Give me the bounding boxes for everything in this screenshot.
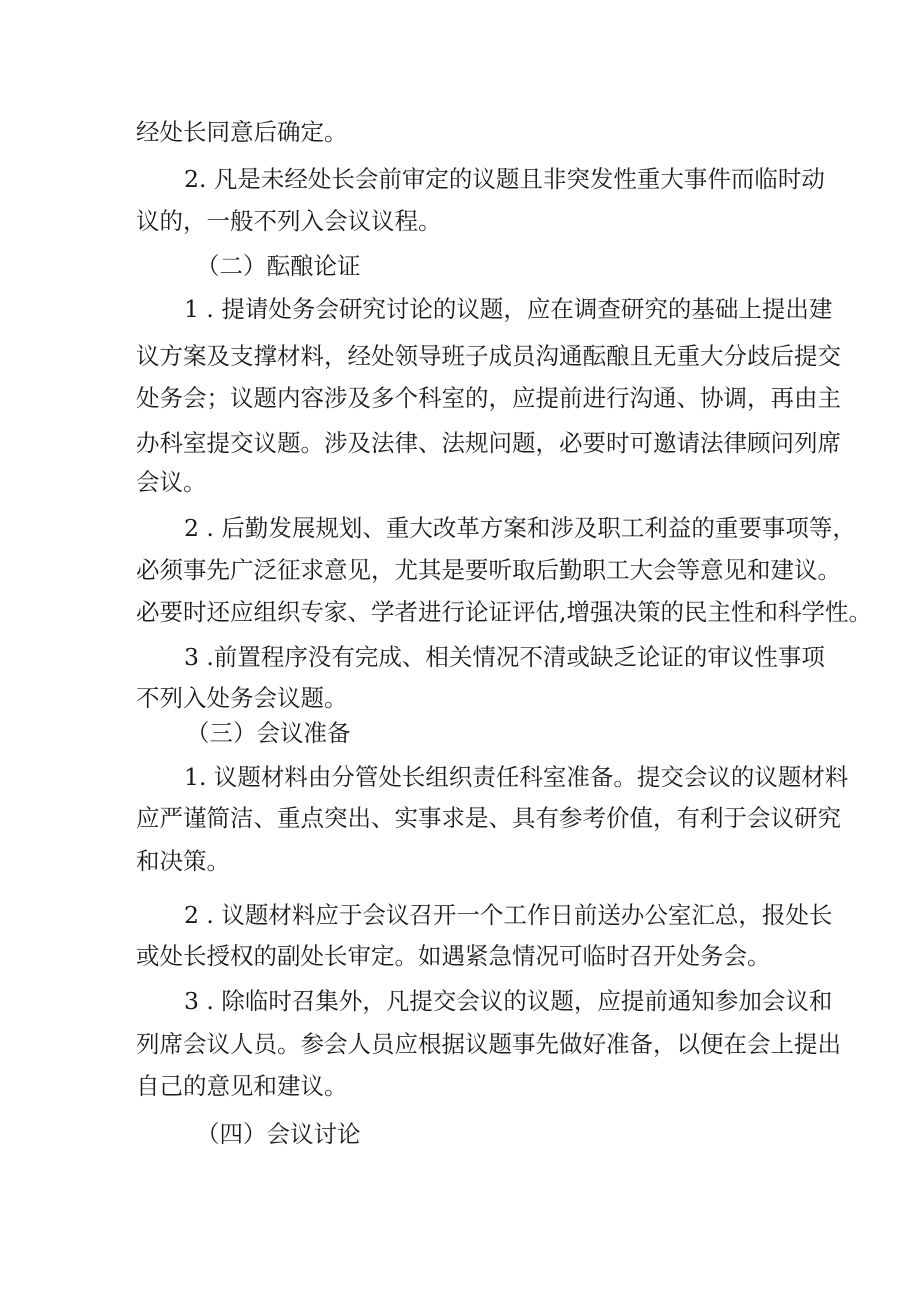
paragraph-line: 处务会；议题内容涉及多个科室的，应提前进行沟通、协调，再由主 <box>136 384 841 412</box>
section-heading: （二）酝酿论证 <box>196 252 361 280</box>
paragraph-line: 议的，一般不列入会议议程。 <box>136 207 442 235</box>
paragraph-line: 会议。 <box>136 468 207 496</box>
paragraph-line: 列席会议人员。参会人员应根据议题事先做好准备，以便在会上提出 <box>136 1030 841 1058</box>
paragraph-line: 3 .前置程序没有完成、相关情况不清或缺乏论证的审议性事项 <box>184 643 825 671</box>
paragraph-line: 议方案及支撑材料，经处领导班子成员沟通酝酿且无重大分歧后提交 <box>136 342 841 370</box>
paragraph-line: 必要时还应组织专家、学者进行论证评估,增强决策的民主性和科学性。 <box>136 598 872 626</box>
paragraph-line: 经处长同意后确定。 <box>136 118 348 146</box>
paragraph-line: 3 . 除临时召集外，凡提交会议的议题，应提前通知参加会议和 <box>184 987 833 1015</box>
paragraph-line: 自己的意见和建议。 <box>136 1072 348 1100</box>
paragraph-line: 2 . 议题材料应于会议召开一个工作日前送办公室汇总，报处长 <box>184 901 833 929</box>
paragraph-line: 必须事先广泛征求意见，尤其是要听取后勤职工大会等意见和建议。 <box>136 556 841 584</box>
paragraph-line: 和决策。 <box>136 847 230 875</box>
paragraph-line: 2. 凡是未经处长会前审定的议题且非突发性重大事件而临时动 <box>184 165 825 193</box>
section-heading: （四）会议讨论 <box>196 1120 361 1148</box>
paragraph-line: 或处长授权的副处长审定。如遇紧急情况可临时召开处务会。 <box>136 942 771 970</box>
paragraph-line: 1 . 提请处务会研究讨论的议题，应在调查研究的基础上提出建 <box>184 295 833 323</box>
paragraph-line: 1. 议题材料由分管处长组织责任科室准备。提交会议的议题材料 <box>184 763 849 791</box>
paragraph-line: 2 . 后勤发展规划、重大改革方案和涉及职工利益的重要事项等， <box>184 514 856 542</box>
section-heading: （三）会议准备 <box>186 719 351 747</box>
paragraph-line: 不列入处务会议题。 <box>136 684 348 712</box>
paragraph-line: 办科室提交议题。涉及法律、法规问题，必要时可邀请法律顾问列席 <box>136 429 841 457</box>
paragraph-line: 应严谨简洁、重点突出、实事求是、具有参考价值，有利于会议研究 <box>136 804 841 832</box>
